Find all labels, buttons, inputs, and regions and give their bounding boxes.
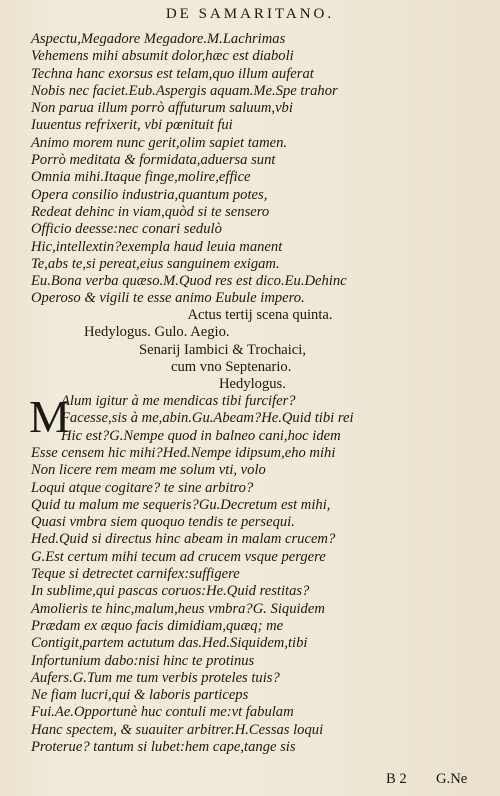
text-line: Esse censem hic mihi?Hed.Nempe idipsum,eho mihi	[31, 445, 336, 461]
text-line: Non licere rem meam me solum vti, volo	[31, 462, 266, 479]
text-line: Te,abs te,si pereat,eius sanguinem exigam.	[31, 255, 280, 272]
text-line: Hed.Quid si directus hinc abeam in malam crucem?	[31, 531, 336, 548]
text-line: Alum igitur à me mendicas tibi furcifer?	[61, 393, 296, 409]
text-line: Animo morem nunc gerit,olim sapiet tamen.	[31, 134, 288, 151]
meter-line-1: Senarij Iambici & Trochaici,	[139, 341, 306, 358]
text-line: Operoso & vigili te esse animo Eubule impero.	[31, 290, 305, 307]
scene-heading	[0, 307, 500, 393]
text-line: Contigit,partem actutum das.Hed.Siquidem,tibi	[31, 635, 308, 652]
text-line: In sublime,qui pascas coruos:He.Quid restitas?	[31, 583, 310, 600]
drop-capital: M	[29, 391, 70, 442]
text-line: Techna hanc exorsus est telam,quo illum auferat	[31, 65, 314, 82]
text-line: Nobis nec faciet.Eub.Aspergis aquam.Me.Spe trahor	[31, 82, 338, 99]
text-line: Teque si detrectet carnifex:suffigere	[31, 566, 240, 583]
text-line: Facesse,sis à me,abin.Gu.Abeam?He.Quid tibi rei	[61, 410, 354, 427]
text-line: Non parua illum porrò affuturum saluum,vbi	[31, 100, 293, 117]
text-line: G.Est certum mihi tecum ad crucem vsque pergere	[31, 548, 326, 565]
text-line: Omnia mihi.Itaque finge,molire,effice	[31, 169, 251, 186]
text-line: Amolieris te hinc,malum,heus vmbra?G. Siquidem	[31, 600, 325, 617]
text-line: Iuuentus refrixerit, vbi pœnituit fui	[31, 117, 233, 134]
text-line: Ne fiam lucri,qui & laboris particeps	[31, 687, 249, 704]
meter-line-2: cum vno Septenario.	[171, 358, 292, 375]
page-footer	[0, 771, 500, 791]
text-line: Fui.Ae.Opportunè huc contuli me:vt fabulam	[31, 704, 294, 721]
catchword: G.Ne	[436, 771, 468, 787]
text-line: Eu.Bona verba quæso.M.Quod res est dico.Eu.Dehinc	[31, 273, 347, 290]
act-scene-title: Actus tertij scena quinta.	[187, 307, 333, 323]
text-line: Hic,intellextin?exempla haud leuia manent	[31, 238, 283, 255]
text-block-top	[31, 31, 491, 308]
text-line: Aufers.G.Tum me tum verbis proteles tuis?	[31, 669, 280, 686]
text-line: Prædam ex æquo facis dimidiam,quæq; me	[31, 617, 284, 634]
text-line: Proterue? tantum si lubet:hem cape,tange sis	[31, 739, 296, 756]
text-block-bottom	[31, 445, 491, 756]
text-line: Aspectu,Megadore Megadore.M.Lachrimas	[31, 31, 286, 47]
running-head: DE SAMARITANO.	[165, 6, 335, 22]
text-line: Quasi vmbra siem quoquo tendis te persequi.	[31, 514, 295, 531]
text-line: Opera consilio industria,quantum potes,	[31, 186, 268, 203]
speaker-heading: Hedylogus.	[219, 376, 286, 393]
text-line: Hic est?G.Nempe quod in balneo cani,hoc idem	[61, 427, 341, 444]
text-line: Loqui atque cogitare? te sine arbitro?	[31, 479, 254, 496]
text-line: Porrò meditata & formidata,aduersa sunt	[31, 152, 276, 169]
text-line: Vehemens mihi absumit dolor,hæc est diaboli	[31, 48, 294, 65]
text-line: Officio deesse:nec conari sedulò	[31, 221, 222, 238]
text-line: Redeat dehinc in viam,quòd si te sensero	[31, 203, 270, 220]
signature-mark: B 2	[386, 771, 407, 787]
text-line: Hanc spectem, & suauiter arbitrer.H.Cessas loqui	[31, 721, 324, 738]
dropcap-paragraph	[31, 393, 491, 445]
text-line: Infortunium dabo:nisi hinc te protinus	[31, 652, 255, 669]
text-line: Quid tu malum me sequeris?Gu.Decretum est mihi,	[31, 496, 331, 513]
persons-list: Hedylogus. Gulo. Aegio.	[84, 324, 230, 341]
